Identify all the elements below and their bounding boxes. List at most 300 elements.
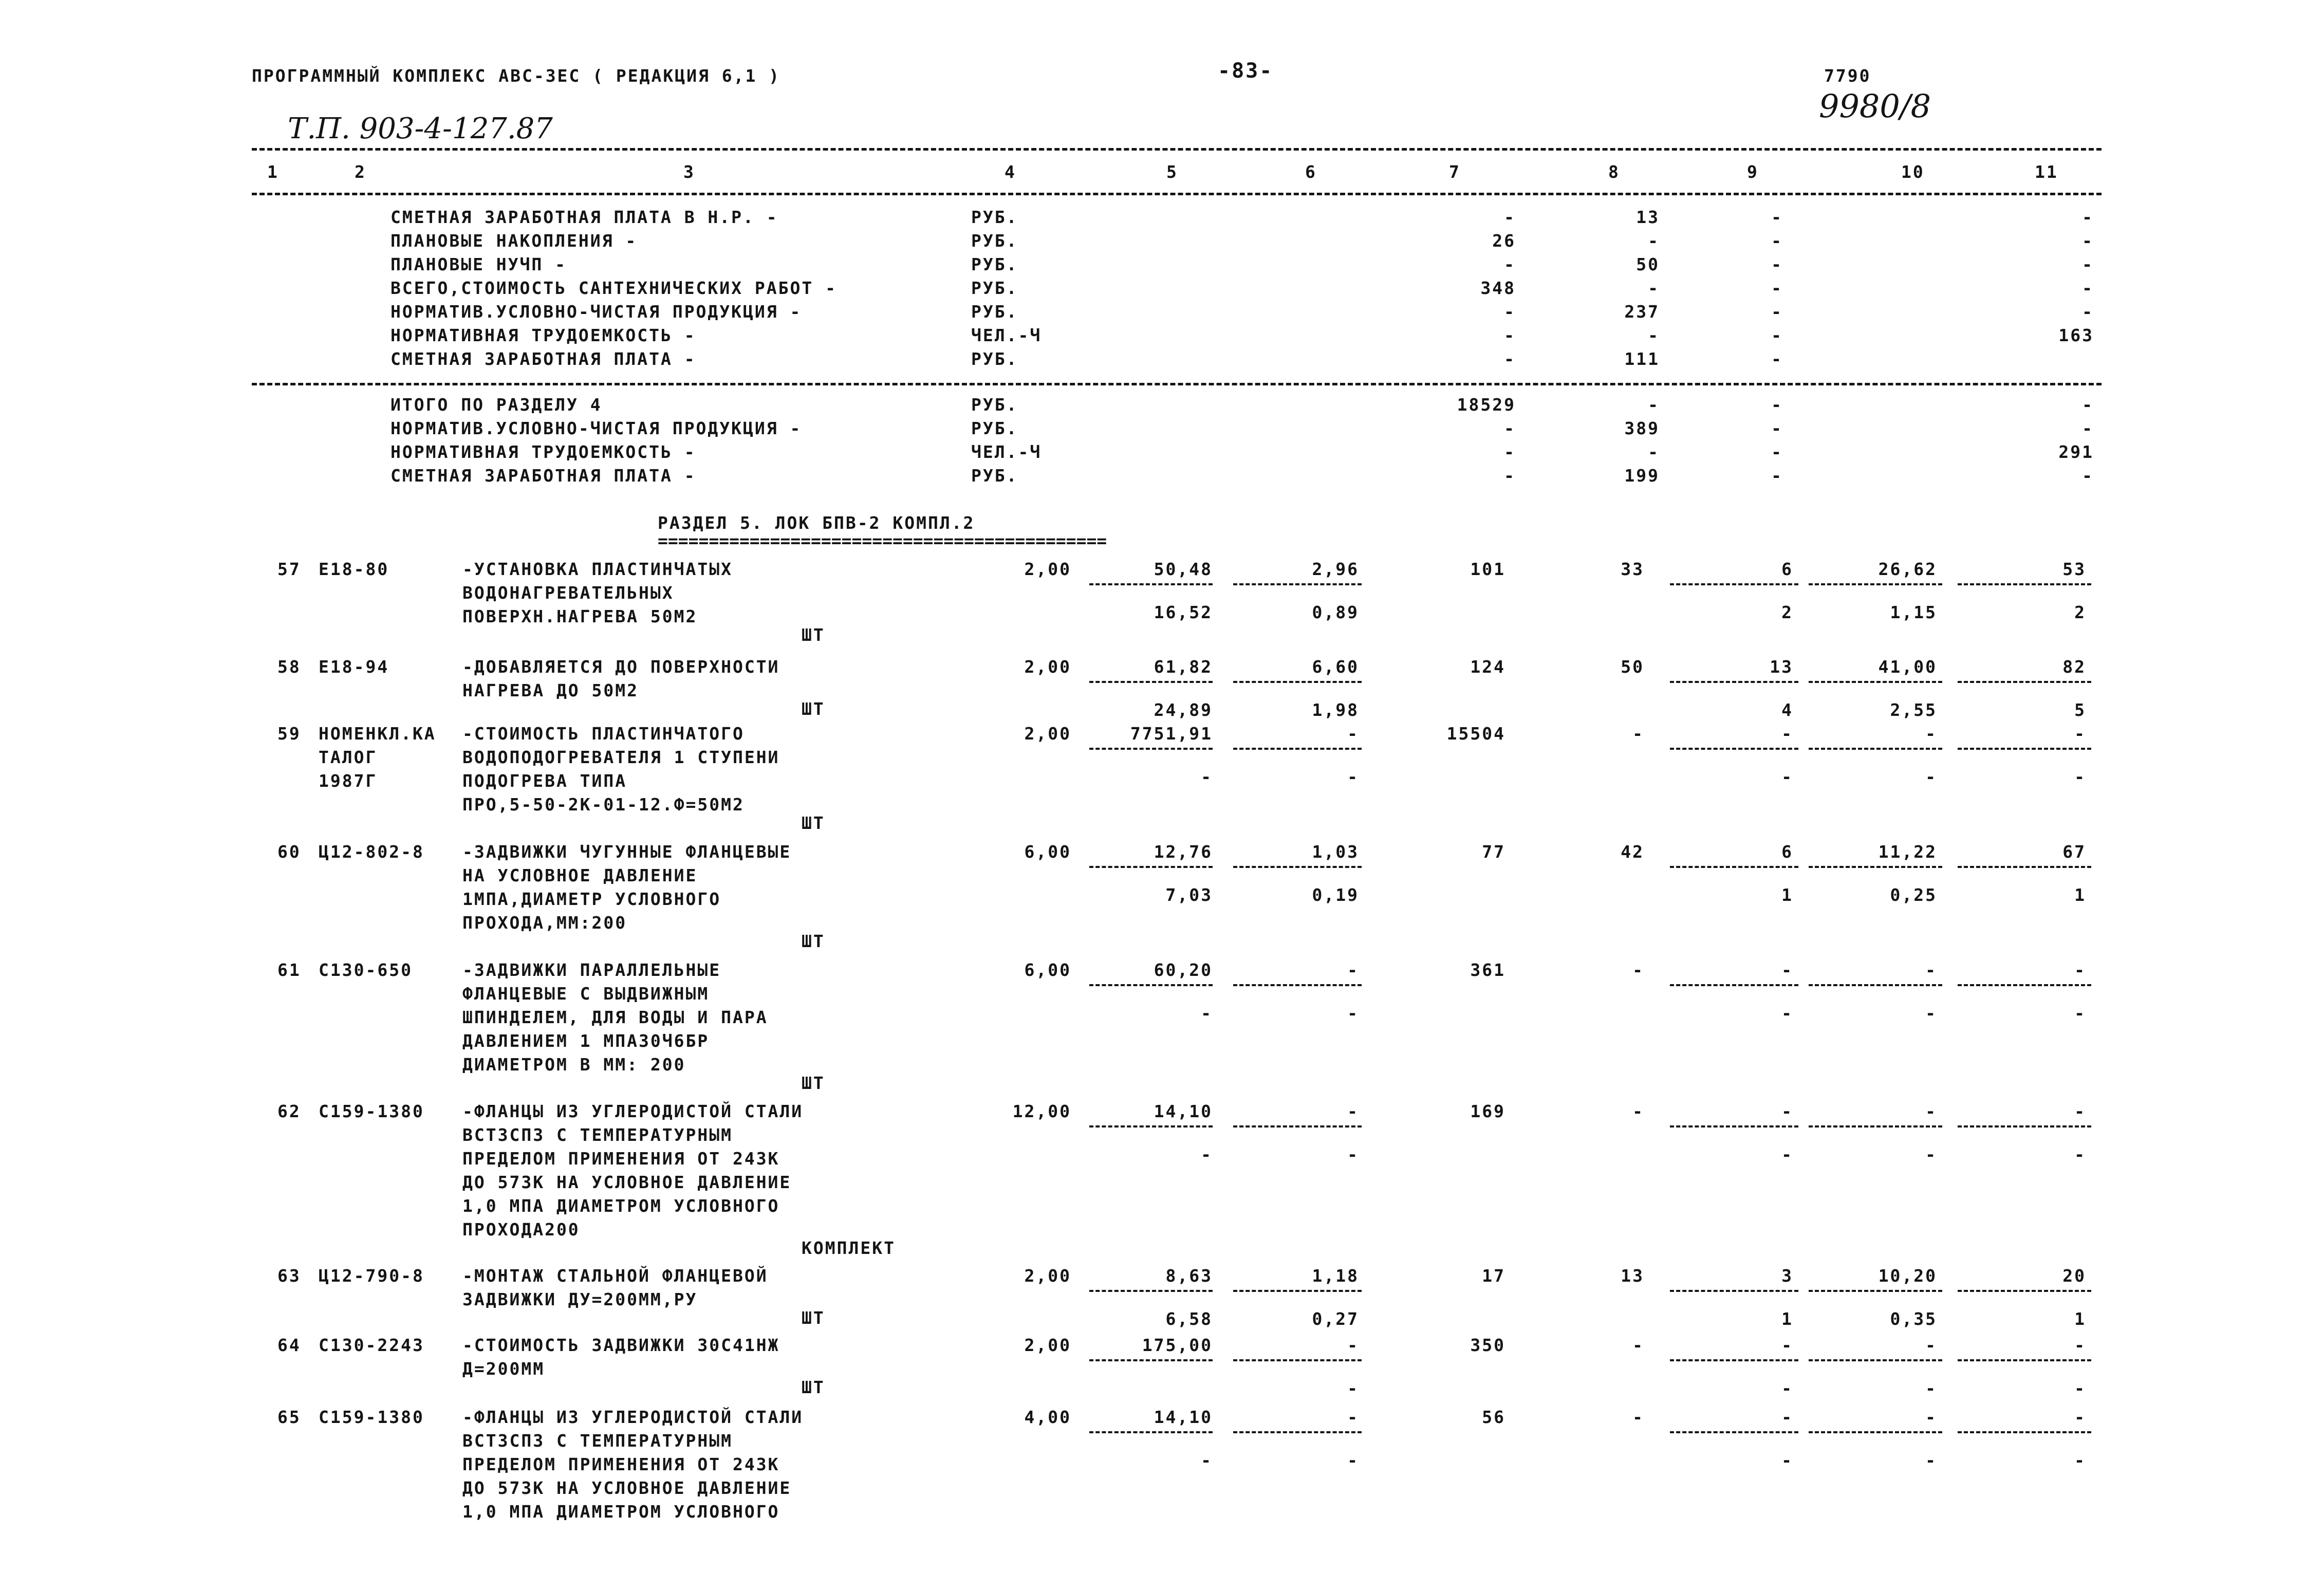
- item-code: С159-1380: [319, 1407, 424, 1427]
- item-dash-col9: [1670, 1125, 1798, 1127]
- item-description: ВОДОНАГРЕВАТЕЛЬНЫХ: [462, 583, 674, 603]
- item-col10: -: [1925, 724, 1937, 744]
- summary-col7: -: [1504, 302, 1516, 322]
- item-col5-second: 16,52: [1154, 602, 1213, 622]
- item-col5-second: -: [1201, 1450, 1213, 1470]
- item-col5: 12,76: [1154, 842, 1213, 862]
- item-col11: -: [2074, 724, 2086, 744]
- summary-col9: -: [1771, 231, 1783, 251]
- item-number: 60: [277, 842, 301, 862]
- summary-col11: -: [2082, 254, 2094, 274]
- item-col8: -: [1632, 960, 1644, 980]
- item-dash-col10: [1809, 984, 1942, 986]
- item-dash-col5: [1089, 1359, 1213, 1361]
- summary-col7: 26: [1492, 231, 1516, 251]
- item-col10: 26,62: [1878, 559, 1937, 579]
- item-dash-col10: [1809, 748, 1942, 750]
- summary-label: СМЕТНАЯ ЗАРАБОТНАЯ ПЛАТА -: [391, 466, 696, 486]
- item-col6: 2,96: [1312, 559, 1359, 579]
- item-col5: 60,20: [1154, 960, 1213, 980]
- summary-col7: -: [1504, 466, 1516, 486]
- item-col5-second: -: [1201, 1144, 1213, 1164]
- summary-col9: -: [1771, 349, 1783, 369]
- item-number: 57: [277, 559, 301, 579]
- summary-unit: РУБ.: [971, 349, 1018, 369]
- item-col10: 11,22: [1878, 842, 1937, 862]
- item-dash-col5: [1089, 748, 1213, 750]
- item-col5: 7751,91: [1130, 724, 1213, 744]
- item-col10: -: [1925, 1335, 1937, 1355]
- summary-col8: -: [1648, 278, 1660, 298]
- item-col9-second: -: [1781, 767, 1793, 787]
- item-col9-second: -: [1781, 1450, 1793, 1470]
- document-code: 7790: [1824, 66, 1871, 86]
- handwritten-code: 9980/8: [1819, 87, 1931, 125]
- item-col6: -: [1347, 1335, 1359, 1355]
- item-code: С130-650: [319, 960, 413, 980]
- header-rule-top: [252, 148, 2102, 151]
- summary-unit: РУБ.: [971, 395, 1018, 415]
- item-col9: 3: [1781, 1266, 1793, 1286]
- summary-label: СМЕТНАЯ ЗАРАБОТНАЯ ПЛАТА -: [391, 349, 696, 369]
- column-header-3: 3: [683, 162, 695, 182]
- item-dash-col5: [1089, 984, 1213, 986]
- summary-label: НОРМАТИВ.УСЛОВНО-ЧИСТАЯ ПРОДУКЦИЯ -: [391, 418, 802, 438]
- item-description: ДО 573К НА УСЛОВНОЕ ДАВЛЕНИЕ: [462, 1478, 792, 1498]
- item-description: ПРОХОДА200: [462, 1219, 580, 1240]
- summary-col7: -: [1504, 254, 1516, 274]
- item-col7: 77: [1482, 842, 1505, 862]
- item-col11-second: -: [2074, 1003, 2086, 1023]
- item-col9-second: 2: [1781, 602, 1793, 622]
- item-description: 1,0 МПА ДИАМЕТРОМ УСЛОВНОГО: [462, 1196, 780, 1216]
- item-dash-col11: [1958, 1359, 2091, 1361]
- summary-label: ВСЕГО,СТОИМОСТЬ САНТЕХНИЧЕСКИХ РАБОТ -: [391, 278, 837, 298]
- item-col8: -: [1632, 724, 1644, 744]
- item-dash-col6: [1233, 1431, 1362, 1433]
- item-col7: 56: [1482, 1407, 1505, 1427]
- summary-col7: 18529: [1457, 395, 1516, 415]
- item-col11-second: -: [2074, 1144, 2086, 1164]
- summary-label: НОРМАТИВНАЯ ТРУДОЕМКОСТЬ -: [391, 442, 696, 462]
- item-dash-col10: [1809, 1125, 1942, 1127]
- header-rule-bottom: [252, 193, 2102, 195]
- item-dash-col10: [1809, 681, 1942, 683]
- item-col10: -: [1925, 1407, 1937, 1427]
- item-description: НАГРЕВА ДО 50М2: [462, 680, 639, 700]
- summary-col9: -: [1771, 442, 1783, 462]
- item-dash-col6: [1233, 583, 1362, 585]
- item-col5: 50,48: [1154, 559, 1213, 579]
- item-col5-second: -: [1201, 1003, 1213, 1023]
- summary-col11: -: [2082, 231, 2094, 251]
- summary-col8: 13: [1636, 207, 1660, 227]
- column-header-11: 11: [2035, 162, 2058, 182]
- summary-unit: РУБ.: [971, 207, 1018, 227]
- item-description: ДО 573К НА УСЛОВНОЕ ДАВЛЕНИЕ: [462, 1172, 792, 1192]
- item-col6: 1,03: [1312, 842, 1359, 862]
- item-dash-col9: [1670, 1290, 1798, 1292]
- item-col6: -: [1347, 1407, 1359, 1427]
- item-col8: 42: [1621, 842, 1644, 862]
- item-unit: ШТ: [802, 699, 825, 719]
- item-col5: 175,00: [1142, 1335, 1213, 1355]
- item-code: Е18-80: [319, 559, 389, 579]
- item-dash-col11: [1958, 1125, 2091, 1127]
- item-col9: 6: [1781, 842, 1793, 862]
- item-quantity: 2,00: [1024, 1335, 1071, 1355]
- item-col11-second: -: [2074, 767, 2086, 787]
- item-unit: КОМПЛЕКТ: [802, 1238, 896, 1258]
- item-col5-second: 7,03: [1165, 885, 1213, 905]
- item-col8: -: [1632, 1335, 1644, 1355]
- summary-col9: -: [1771, 254, 1783, 274]
- summary-col8: -: [1648, 325, 1660, 345]
- summary-unit: ЧЕЛ.-Ч: [971, 325, 1042, 345]
- item-col11: 53: [2062, 559, 2086, 579]
- item-unit: ШТ: [802, 625, 825, 645]
- item-description: -СТОИМОСТЬ ПЛАСТИНЧАТОГО: [462, 724, 745, 744]
- item-dash-col9: [1670, 866, 1798, 868]
- item-dash-col5: [1089, 866, 1213, 868]
- item-unit: ШТ: [802, 813, 825, 833]
- item-col7: 169: [1470, 1101, 1505, 1121]
- item-col10-second: 0,35: [1890, 1309, 1937, 1329]
- item-description: -МОНТАЖ СТАЛЬНОЙ ФЛАНЦЕВОЙ: [462, 1266, 768, 1286]
- column-header-10: 10: [1901, 162, 1925, 182]
- summary-col11: 163: [2058, 325, 2094, 345]
- item-col6-second: 0,27: [1312, 1309, 1359, 1329]
- item-dash-col11: [1958, 984, 2091, 986]
- item-dash-col11: [1958, 866, 2091, 868]
- item-dash-col9: [1670, 583, 1798, 585]
- item-code: Е18-94: [319, 657, 389, 677]
- summary-label: ПЛАНОВЫЕ НУЧП -: [391, 254, 567, 274]
- summary-unit: РУБ.: [971, 231, 1018, 251]
- item-description: -ФЛАНЦЫ ИЗ УГЛЕРОДИСТОЙ СТАЛИ: [462, 1101, 804, 1121]
- item-col9-second: -: [1781, 1378, 1793, 1398]
- item-col5-second: 24,89: [1154, 700, 1213, 720]
- item-col11-second: 2: [2074, 602, 2086, 622]
- item-col8: 13: [1621, 1266, 1644, 1286]
- page-number: -83-: [1218, 59, 1274, 83]
- section-underline: ============================================: [658, 531, 1107, 551]
- item-quantity: 6,00: [1024, 842, 1071, 862]
- item-col10-second: -: [1925, 767, 1937, 787]
- summary-col7: -: [1504, 349, 1516, 369]
- item-col6-second: -: [1347, 1450, 1359, 1470]
- item-col6: 1,18: [1312, 1266, 1359, 1286]
- item-col9: 13: [1770, 657, 1793, 677]
- item-col8: -: [1632, 1101, 1644, 1121]
- column-header-9: 9: [1747, 162, 1759, 182]
- item-col11-second: -: [2074, 1378, 2086, 1398]
- summary-col8: -: [1648, 395, 1660, 415]
- summary-col11: -: [2082, 418, 2094, 438]
- column-header-6: 6: [1305, 162, 1317, 182]
- item-code: 1987Г: [319, 771, 378, 791]
- item-description: 1,0 МПА ДИАМЕТРОМ УСЛОВНОГО: [462, 1502, 780, 1522]
- summary-col9: -: [1771, 466, 1783, 486]
- summary-col9: -: [1771, 418, 1783, 438]
- item-quantity: 6,00: [1024, 960, 1071, 980]
- summary-col7: -: [1504, 325, 1516, 345]
- item-col10: 41,00: [1878, 657, 1937, 677]
- item-code: С130-2243: [319, 1335, 424, 1355]
- item-col7: 17: [1482, 1266, 1505, 1286]
- summary-col11: -: [2082, 466, 2094, 486]
- item-code: С159-1380: [319, 1101, 424, 1121]
- column-header-4: 4: [1005, 162, 1016, 182]
- handwritten-project-number: Т.П. 903-4-127.87: [288, 112, 553, 145]
- item-number: 59: [277, 724, 301, 744]
- summary-col9: -: [1771, 278, 1783, 298]
- item-description: 1МПА,ДИАМЕТР УСЛОВНОГО: [462, 889, 721, 909]
- summary-col8: 50: [1636, 254, 1660, 274]
- item-number: 58: [277, 657, 301, 677]
- item-col11: -: [2074, 960, 2086, 980]
- item-description: ВОДОПОДОГРЕВАТЕЛЯ 1 СТУПЕНИ: [462, 747, 780, 767]
- section-title: РАЗДЕЛ 5. ЛОК БПВ-2 КОМПЛ.2: [658, 513, 975, 533]
- item-col6-second: -: [1347, 1144, 1359, 1164]
- item-col10-second: 2,55: [1890, 700, 1937, 720]
- summary-col8: 389: [1624, 418, 1660, 438]
- item-col10-second: -: [1925, 1003, 1937, 1023]
- item-code: НОМЕНКЛ.КА: [319, 724, 436, 744]
- item-description: -ФЛАНЦЫ ИЗ УГЛЕРОДИСТОЙ СТАЛИ: [462, 1407, 804, 1427]
- item-dash-col6: [1233, 681, 1362, 683]
- summary-col8: 237: [1624, 302, 1660, 322]
- item-col6: -: [1347, 960, 1359, 980]
- summary-unit: РУБ.: [971, 302, 1018, 322]
- item-dash-col5: [1089, 1125, 1213, 1127]
- summary-col9: -: [1771, 207, 1783, 227]
- summary-label: ИТОГО ПО РАЗДЕЛУ 4: [391, 395, 602, 415]
- item-dash-col5: [1089, 681, 1213, 683]
- item-unit: ШТ: [802, 931, 825, 951]
- item-col6: 6,60: [1312, 657, 1359, 677]
- column-header-5: 5: [1166, 162, 1178, 182]
- item-col6: -: [1347, 1101, 1359, 1121]
- item-quantity: 2,00: [1024, 724, 1071, 744]
- item-dash-col6: [1233, 984, 1362, 986]
- summary-unit: РУБ.: [971, 466, 1018, 486]
- summary-col9: -: [1771, 325, 1783, 345]
- item-col9: -: [1781, 724, 1793, 744]
- item-col6-second: 0,19: [1312, 885, 1359, 905]
- item-col6-second: -: [1347, 1003, 1359, 1023]
- item-description: ФЛАНЦЕВЫЕ С ВЫДВИЖНЫМ: [462, 984, 710, 1004]
- item-col11: -: [2074, 1101, 2086, 1121]
- item-dash-col11: [1958, 681, 2091, 683]
- item-description: ВСТ3СП3 С ТЕМПЕРАТУРНЫМ: [462, 1431, 733, 1451]
- item-col9: 6: [1781, 559, 1793, 579]
- item-col10-second: -: [1925, 1450, 1937, 1470]
- item-col9-second: -: [1781, 1144, 1793, 1164]
- item-col11-second: 1: [2074, 1309, 2086, 1329]
- summary-col7: -: [1504, 442, 1516, 462]
- item-dash-col10: [1809, 1431, 1942, 1433]
- summary-col8: -: [1648, 442, 1660, 462]
- item-unit: ШТ: [802, 1377, 825, 1397]
- item-description: ДАВЛЕНИЕМ 1 МПА30Ч6БР: [462, 1031, 710, 1051]
- item-description: ШПИНДЕЛЕМ, ДЛЯ ВОДЫ И ПАРА: [462, 1007, 768, 1027]
- summary-col11: 291: [2058, 442, 2094, 462]
- item-number: 65: [277, 1407, 301, 1427]
- item-number: 64: [277, 1335, 301, 1355]
- item-col9: -: [1781, 1335, 1793, 1355]
- summary-col7: 348: [1480, 278, 1516, 298]
- item-description: -СТОИМОСТЬ ЗАДВИЖКИ 30С41НЖ: [462, 1335, 780, 1355]
- item-description: ВСТ3СП3 С ТЕМПЕРАТУРНЫМ: [462, 1125, 733, 1145]
- program-header: ПРОГРАММНЫЙ КОМПЛЕКС АВС-3ЕС ( РЕДАКЦИЯ 6,1 ): [252, 66, 781, 86]
- item-dash-col11: [1958, 748, 2091, 750]
- item-col9: -: [1781, 1407, 1793, 1427]
- item-col5: 8,63: [1165, 1266, 1213, 1286]
- column-header-7: 7: [1449, 162, 1461, 182]
- item-col10: 10,20: [1878, 1266, 1937, 1286]
- summary-col7: -: [1504, 418, 1516, 438]
- item-col9-second: -: [1781, 1003, 1793, 1023]
- item-col5-second: 6,58: [1165, 1309, 1213, 1329]
- item-dash-col5: [1089, 1431, 1213, 1433]
- item-dash-col9: [1670, 1431, 1798, 1433]
- item-col5-second: -: [1201, 767, 1213, 787]
- item-quantity: 4,00: [1024, 1407, 1071, 1427]
- item-col11-second: -: [2074, 1450, 2086, 1470]
- item-dash-col9: [1670, 1359, 1798, 1361]
- item-col11-second: 1: [2074, 885, 2086, 905]
- item-col7: 15504: [1446, 724, 1505, 744]
- item-col9: -: [1781, 1101, 1793, 1121]
- item-dash-col11: [1958, 1431, 2091, 1433]
- item-col5: 61,82: [1154, 657, 1213, 677]
- item-description: -ЗАДВИЖКИ ПАРАЛЛЕЛЬНЫЕ: [462, 960, 721, 980]
- summary-unit: РУБ.: [971, 278, 1018, 298]
- item-description: ПРЕДЕЛОМ ПРИМЕНЕНИЯ ОТ 243К: [462, 1454, 780, 1474]
- item-description: -ЗАДВИЖКИ ЧУГУННЫЕ ФЛАНЦЕВЫЕ: [462, 842, 792, 862]
- item-code: Ц12-802-8: [319, 842, 424, 862]
- summary-unit: РУБ.: [971, 254, 1018, 274]
- item-col8: 50: [1621, 657, 1644, 677]
- item-col6-second: -: [1347, 1378, 1359, 1398]
- summary-label: СМЕТНАЯ ЗАРАБОТНАЯ ПЛАТА В Н.Р. -: [391, 207, 778, 227]
- item-dash-col6: [1233, 1125, 1362, 1127]
- item-col11-second: 5: [2074, 700, 2086, 720]
- summary-rule: [252, 383, 2102, 385]
- item-quantity: 2,00: [1024, 1266, 1071, 1286]
- item-dash-col6: [1233, 1359, 1362, 1361]
- item-dash-col10: [1809, 866, 1942, 868]
- summary-col11: -: [2082, 278, 2094, 298]
- item-dash-col6: [1233, 866, 1362, 868]
- column-header-8: 8: [1608, 162, 1620, 182]
- item-dash-col5: [1089, 583, 1213, 585]
- summary-col9: -: [1771, 302, 1783, 322]
- item-col10-second: 1,15: [1890, 602, 1937, 622]
- item-quantity: 12,00: [1012, 1101, 1071, 1121]
- column-header-1: 1: [267, 162, 279, 182]
- item-col7: 124: [1470, 657, 1505, 677]
- item-col6: -: [1347, 724, 1359, 744]
- item-description: ЗАДВИЖКИ ДУ=200ММ,РУ: [462, 1289, 698, 1309]
- item-col7: 350: [1470, 1335, 1505, 1355]
- item-unit: ШТ: [802, 1308, 825, 1328]
- item-quantity: 2,00: [1024, 559, 1071, 579]
- item-col10: -: [1925, 960, 1937, 980]
- item-col11: 67: [2062, 842, 2086, 862]
- item-dash-col5: [1089, 1290, 1213, 1292]
- item-number: 62: [277, 1101, 301, 1121]
- item-col10-second: 0,25: [1890, 885, 1937, 905]
- item-col11: 20: [2062, 1266, 2086, 1286]
- summary-label: НОРМАТИВНАЯ ТРУДОЕМКОСТЬ -: [391, 325, 696, 345]
- item-col5: 14,10: [1154, 1101, 1213, 1121]
- item-col10: -: [1925, 1101, 1937, 1121]
- item-col9-second: 4: [1781, 700, 1793, 720]
- item-description: -УСТАНОВКА ПЛАСТИНЧАТЫХ: [462, 559, 733, 579]
- summary-col11: -: [2082, 207, 2094, 227]
- summary-col7: -: [1504, 207, 1516, 227]
- summary-label: ПЛАНОВЫЕ НАКОПЛЕНИЯ -: [391, 231, 638, 251]
- item-col11: 82: [2062, 657, 2086, 677]
- item-description: ДИАМЕТРОМ В ММ: 200: [462, 1055, 686, 1075]
- item-dash-col6: [1233, 748, 1362, 750]
- item-col9: -: [1781, 960, 1793, 980]
- item-col9-second: 1: [1781, 885, 1793, 905]
- item-number: 63: [277, 1266, 301, 1286]
- item-code: Ц12-790-8: [319, 1266, 424, 1286]
- item-dash-col9: [1670, 748, 1798, 750]
- item-col10-second: -: [1925, 1144, 1937, 1164]
- item-description: ПОВЕРХН.НАГРЕВА 50М2: [462, 606, 698, 626]
- item-col11: -: [2074, 1407, 2086, 1427]
- item-description: ПРО,5-50-2К-01-12.Ф=50М2: [462, 794, 745, 815]
- item-col6-second: 0,89: [1312, 602, 1359, 622]
- item-description: ПОДОГРЕВА ТИПА: [462, 771, 627, 791]
- item-description: НА УСЛОВНОЕ ДАВЛЕНИЕ: [462, 865, 698, 885]
- item-dash-col10: [1809, 583, 1942, 585]
- item-description: ПРОХОДА,ММ:200: [462, 913, 627, 933]
- item-dash-col9: [1670, 984, 1798, 986]
- summary-label: НОРМАТИВ.УСЛОВНО-ЧИСТАЯ ПРОДУКЦИЯ -: [391, 302, 802, 322]
- item-dash-col11: [1958, 1290, 2091, 1292]
- item-col7: 101: [1470, 559, 1505, 579]
- item-description: -ДОБАВЛЯЕТСЯ ДО ПОВЕРХНОСТИ: [462, 657, 780, 677]
- item-dash-col6: [1233, 1290, 1362, 1292]
- summary-col8: 199: [1624, 466, 1660, 486]
- item-dash-col9: [1670, 681, 1798, 683]
- summary-col8: -: [1648, 231, 1660, 251]
- item-col7: 361: [1470, 960, 1505, 980]
- summary-col11: -: [2082, 302, 2094, 322]
- item-dash-col10: [1809, 1290, 1942, 1292]
- item-col11: -: [2074, 1335, 2086, 1355]
- item-quantity: 2,00: [1024, 657, 1071, 677]
- item-unit: ШТ: [802, 1073, 825, 1093]
- item-number: 61: [277, 960, 301, 980]
- item-col8: 33: [1621, 559, 1644, 579]
- summary-col11: -: [2082, 395, 2094, 415]
- item-code: ТАЛОГ: [319, 747, 378, 767]
- item-description: Д=200ММ: [462, 1359, 545, 1379]
- column-header-2: 2: [355, 162, 366, 182]
- summary-unit: РУБ.: [971, 418, 1018, 438]
- summary-unit: ЧЕЛ.-Ч: [971, 442, 1042, 462]
- item-col10-second: -: [1925, 1378, 1937, 1398]
- item-description: ПРЕДЕЛОМ ПРИМЕНЕНИЯ ОТ 243К: [462, 1149, 780, 1169]
- item-col8: -: [1632, 1407, 1644, 1427]
